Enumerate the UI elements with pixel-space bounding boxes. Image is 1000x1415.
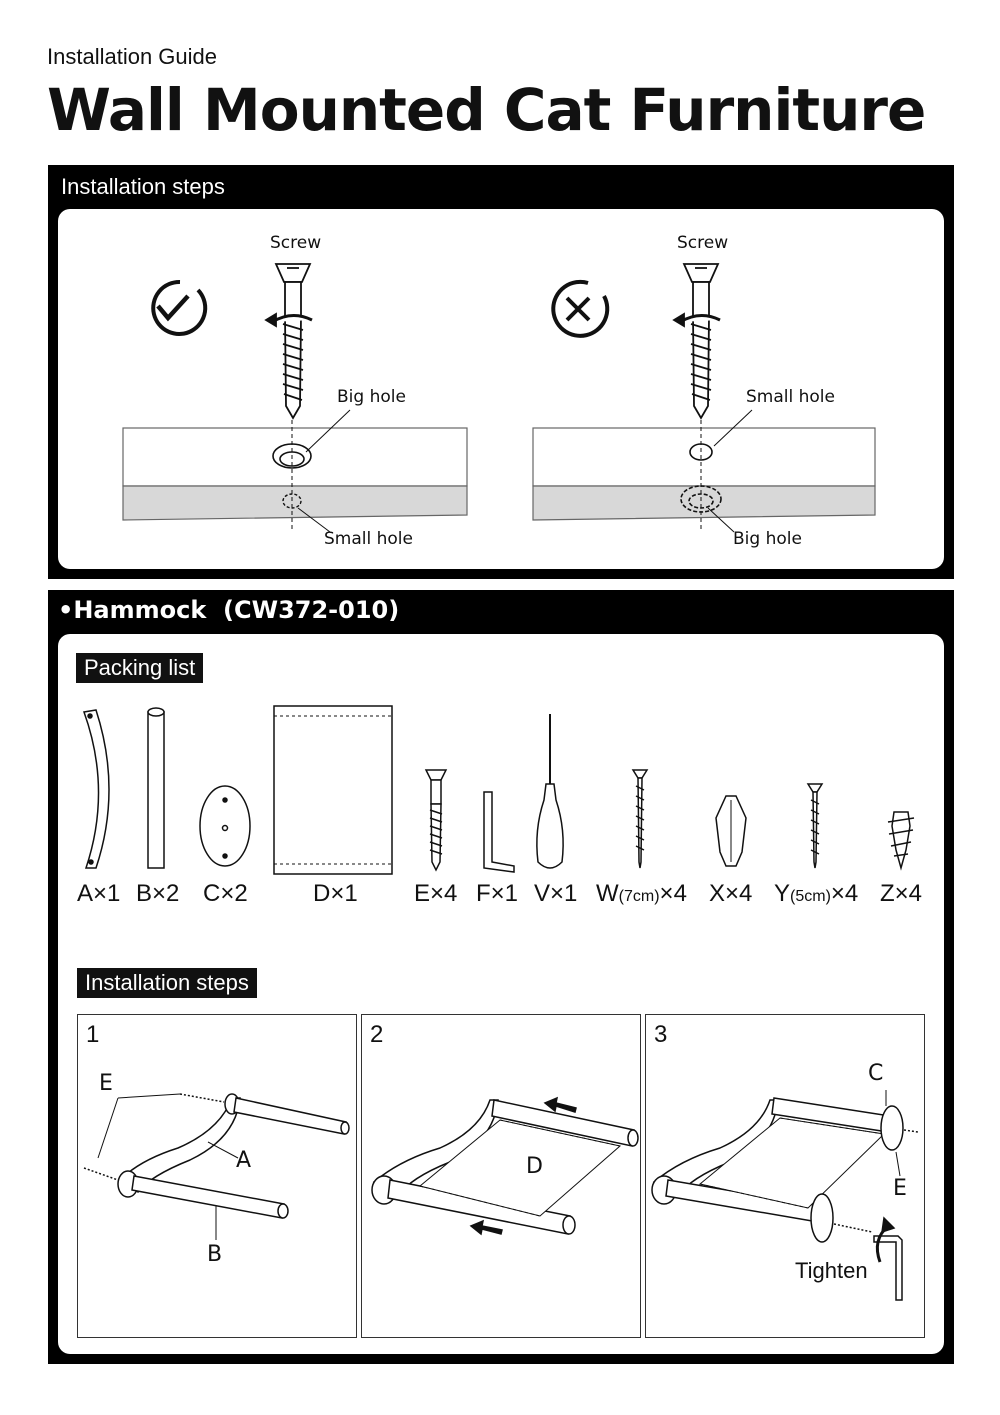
part-v-label: V×1 [534, 880, 578, 907]
screw-label: Screw [270, 233, 322, 253]
step-3-label-e: E [893, 1176, 907, 1201]
page-title: Wall Mounted Cat Furniture [47, 76, 926, 144]
step-number: 1 [86, 1021, 100, 1048]
step-1-label-a: A [236, 1148, 252, 1173]
step-1-label-e: E [99, 1071, 113, 1096]
step-3-drawing [652, 1090, 918, 1300]
big-hole-label: Big hole [733, 529, 802, 549]
step-1-label-b: B [207, 1242, 223, 1267]
part-f-label: F×1 [476, 880, 519, 907]
step-2-label-d: D [526, 1154, 543, 1179]
part-y-size: (5cm) [790, 888, 831, 905]
part-y-letter: Y [774, 880, 791, 907]
part-b-label: B×2 [136, 880, 180, 907]
part-x-label: X×4 [709, 880, 753, 907]
step-number: 2 [370, 1021, 384, 1048]
part-w-letter: W [596, 880, 619, 907]
part-z-label: Z×4 [880, 880, 923, 907]
panel-title: Installation steps [61, 174, 225, 199]
part-c-icon [881, 1106, 903, 1150]
small-hole-label: Small hole [324, 529, 413, 549]
screw-label: Screw [677, 233, 729, 253]
part-c-label: C×2 [203, 880, 248, 907]
packing-list-tag: Packing list [76, 653, 203, 683]
big-hole-label: Big hole [337, 387, 406, 407]
step-number: 3 [654, 1021, 668, 1048]
part-a-label: A×1 [77, 880, 121, 907]
step-2-drawing [372, 1098, 638, 1234]
step-3-label-c: C [868, 1061, 884, 1086]
hammock-title: •Hammock (CW372-010) [58, 596, 400, 624]
arrow-icon [471, 1221, 502, 1234]
step-1-drawing [84, 1094, 349, 1240]
part-d-label: D×1 [313, 880, 358, 907]
part-w-size: (7cm) [618, 888, 660, 905]
part-c-icon [811, 1194, 833, 1242]
step-3-label-tighten: Tighten [795, 1258, 868, 1283]
part-w-qty: ×4 [659, 880, 687, 907]
part-e-label: E×4 [414, 880, 458, 907]
small-hole-label: Small hole [746, 387, 835, 407]
arrow-icon [545, 1098, 576, 1112]
part-y-qty: ×4 [830, 880, 859, 907]
installation-steps-tag: Installation steps [77, 968, 257, 998]
guide-subtitle: Installation Guide [47, 44, 217, 69]
